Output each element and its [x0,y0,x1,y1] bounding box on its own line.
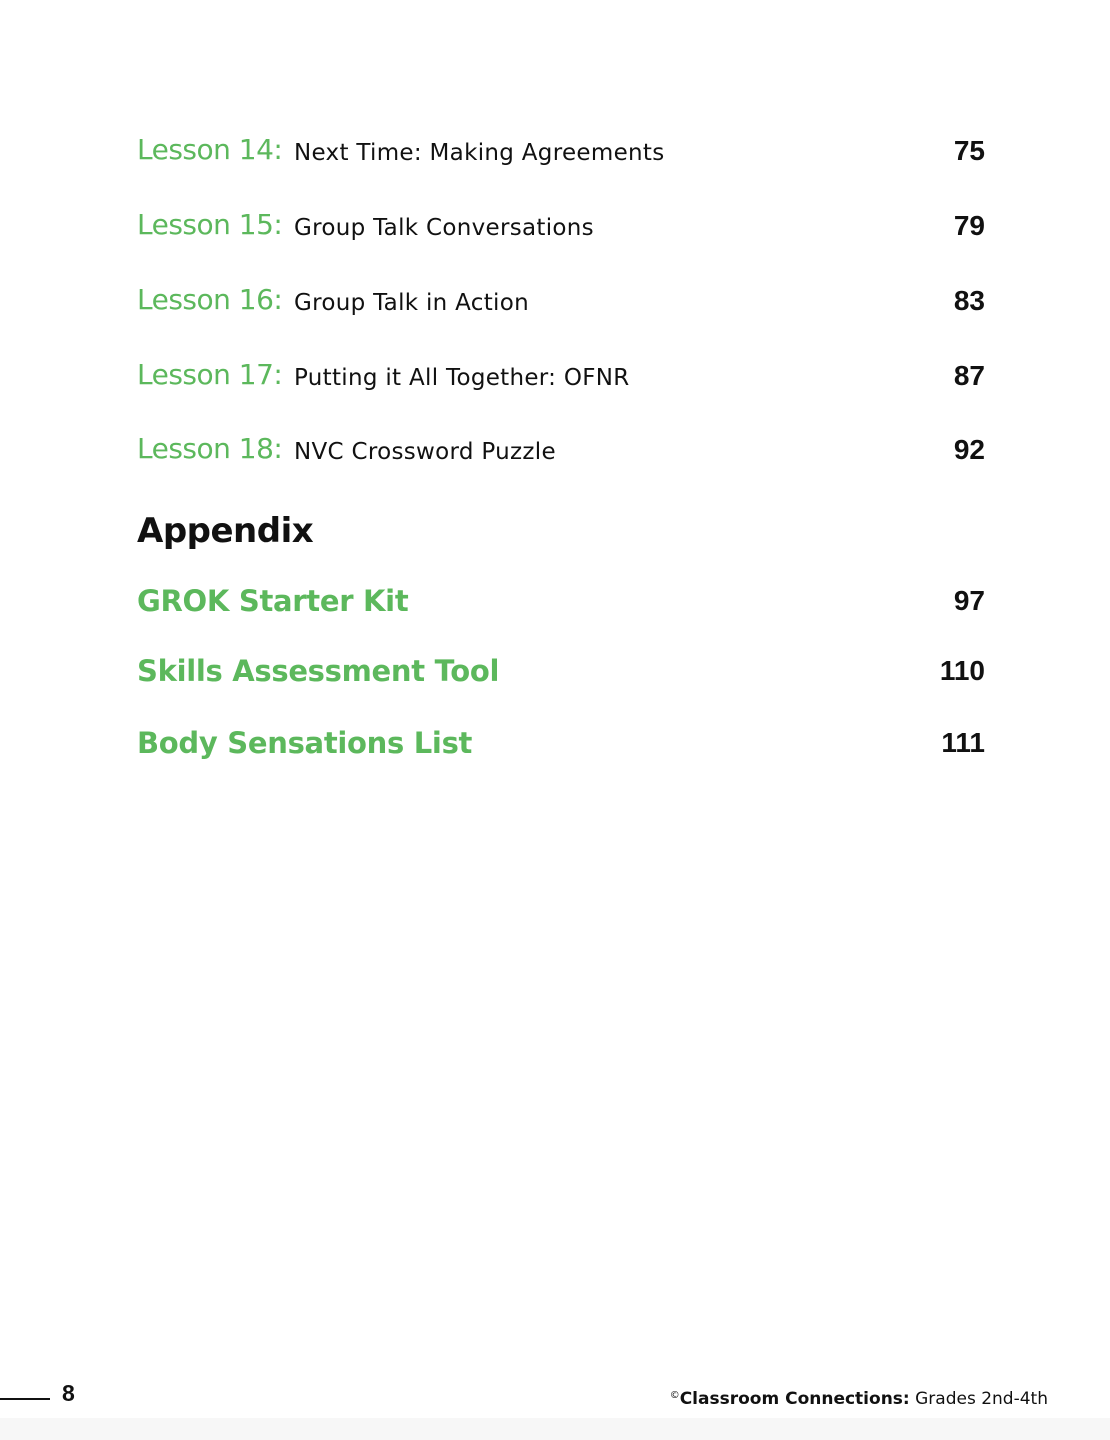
lesson-title: NVC Crossword Puzzle [294,439,556,465]
lesson-label: Lesson 16: [137,283,283,316]
page-number: 87 [953,360,985,391]
page-number: 111 [941,727,985,758]
footer-rule [0,1398,50,1400]
appendix-item-label: Body Sensations List [137,726,473,760]
copyright-symbol: © [669,1390,680,1401]
toc-row-lesson-14[interactable] [137,133,985,173]
toc-row-grok-starter-kit[interactable] [137,583,985,623]
toc-row-lesson-15[interactable] [137,208,985,248]
toc-row-body-sensations-list[interactable] [137,725,985,765]
page-number: 110 [939,655,985,686]
footer-brand: Classroom Connections: [679,1389,910,1409]
footer-credit [670,1385,1048,1410]
lesson-title: Group Talk Conversations [294,215,594,241]
lesson-label: Lesson 18: [137,432,283,465]
lesson-label: Lesson 14: [137,133,283,166]
page-number: 92 [953,434,985,465]
page-number: 75 [953,135,985,166]
toc-row-skills-assessment-tool[interactable] [137,653,985,693]
page-number: 97 [953,585,985,616]
lesson-title: Next Time: Making Agreements [294,140,665,166]
lesson-title: Group Talk in Action [294,290,530,316]
page-bottom-strip [0,1418,1110,1440]
appendix-item-label: GROK Starter Kit [137,584,409,618]
lesson-title: Putting it All Together: OFNR [294,365,630,391]
lesson-label: Lesson 17: [137,358,283,391]
toc-row-lesson-18[interactable] [137,432,985,472]
page-number: 79 [953,210,985,241]
appendix-item-label: Skills Assessment Tool [137,654,500,688]
footer-page-number: 8 [62,1380,75,1406]
toc-row-lesson-17[interactable] [137,358,985,398]
appendix-heading: Appendix [137,511,314,551]
footer-grades: Grades 2nd-4th [909,1389,1048,1409]
page-number: 83 [953,285,985,316]
lesson-label: Lesson 15: [137,208,283,241]
toc-row-lesson-16[interactable] [137,283,985,323]
